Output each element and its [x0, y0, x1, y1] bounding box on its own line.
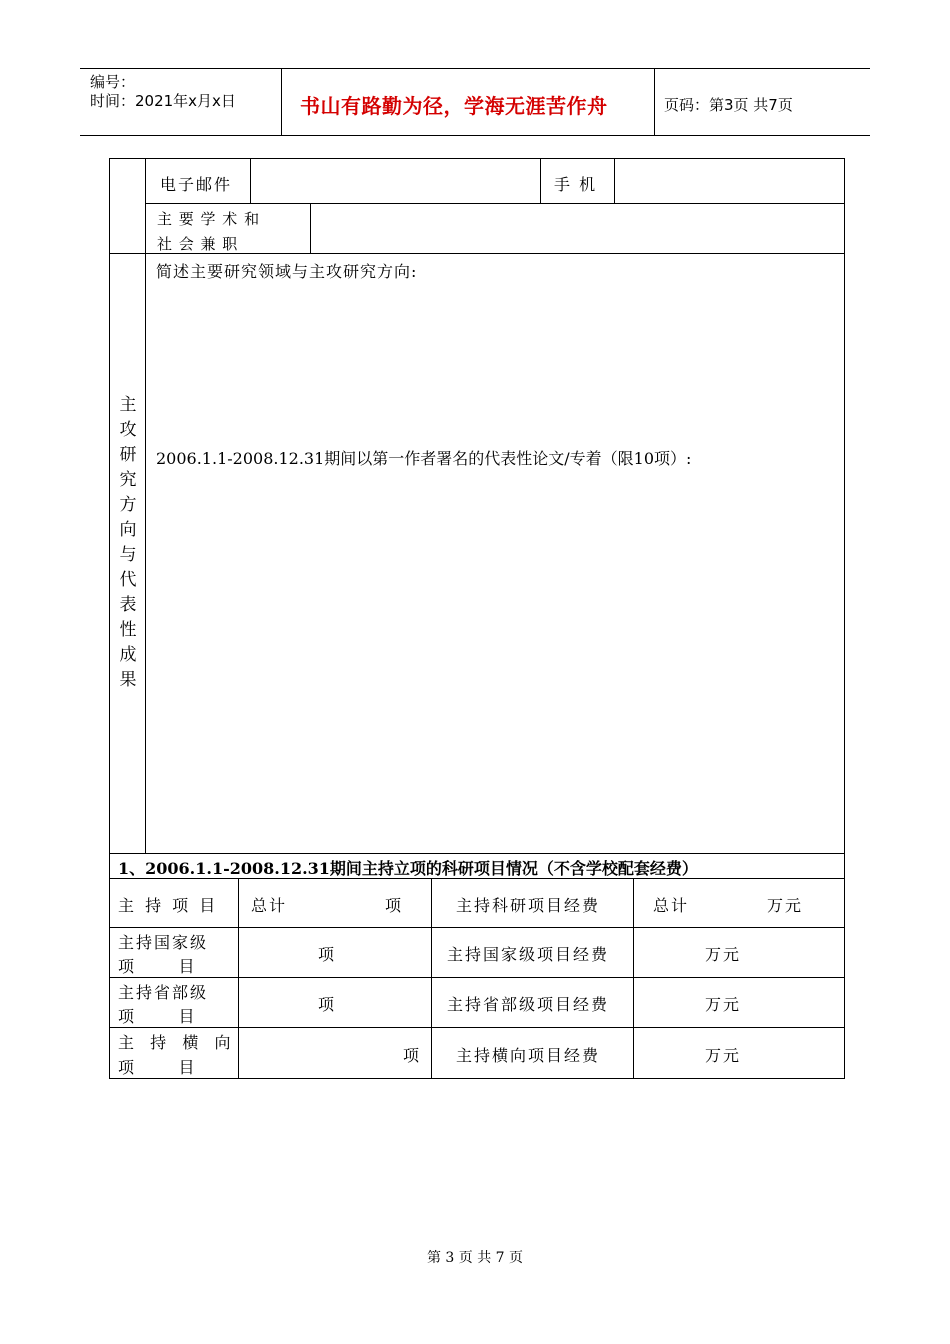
project-fund-unit: 万元 — [705, 1046, 742, 1065]
project-row-label: 主持国家级 — [118, 933, 209, 952]
table-divider — [109, 853, 845, 854]
table-divider — [431, 878, 432, 1078]
project-fund-label: 主持省部级项目经费 — [447, 995, 610, 1014]
table-divider — [145, 203, 845, 204]
page-footer: 第 3 页 共 7 页 — [426, 1250, 524, 1266]
table-divider — [310, 203, 311, 253]
project-row-label: 主 持 项 目 — [118, 896, 219, 915]
research-side-label-char: 攻 — [119, 420, 137, 440]
project-count-unit: 项 — [403, 1046, 422, 1065]
research-side-label — [118, 393, 138, 693]
research-side-label-char: 研 — [119, 445, 137, 465]
research-side-label-char: 与 — [119, 545, 137, 565]
project-count-unit: 项 — [318, 995, 337, 1014]
research-side-label-char: 主 — [119, 395, 137, 415]
table-divider — [109, 977, 845, 978]
project-row-label: 主 持 横 向 — [118, 1033, 233, 1052]
project-row-label: 项 目 — [118, 1007, 197, 1026]
table-border — [109, 158, 845, 159]
research-side-label-char: 性 — [119, 620, 137, 640]
table-border — [844, 158, 845, 1078]
research-side-label-char: 代 — [119, 570, 137, 590]
header-divider — [281, 68, 282, 135]
table-divider — [109, 927, 845, 928]
roles-label-line1: 主 要 学 术 和 — [157, 210, 261, 228]
email-label: 电子邮件 — [160, 175, 233, 194]
header-motto: 书山有路勤为径，学海无涯苦作舟 — [300, 94, 608, 118]
project-row-label: 项 目 — [118, 957, 197, 976]
research-side-label-char: 成 — [119, 645, 137, 665]
project-row-label: 主持省部级 — [118, 983, 209, 1002]
project-fund-unit: 万元 — [767, 896, 804, 915]
header-top-rule — [80, 68, 870, 69]
table-border — [109, 1078, 845, 1079]
table-divider — [238, 878, 239, 1078]
table-divider — [250, 158, 251, 203]
date-line: 时间：2021年x月x日 — [90, 92, 236, 110]
project-fund-unit: 万元 — [705, 995, 742, 1014]
table-divider — [633, 878, 634, 1078]
project-fund-label: 主持横向项目经费 — [456, 1046, 601, 1065]
research-summary-prompt: 简述主要研究领域与主攻研究方向: — [156, 262, 418, 281]
project-count-unit: 项 — [385, 896, 404, 915]
table-divider — [109, 1027, 845, 1028]
research-side-label-char: 表 — [119, 595, 137, 615]
doc-number-label: 编号： — [90, 73, 136, 91]
header-divider — [654, 68, 655, 135]
table-divider — [540, 158, 541, 203]
project-row-label: 项 目 — [118, 1058, 197, 1077]
project-count-unit: 项 — [318, 945, 337, 964]
header-bottom-rule — [80, 135, 870, 136]
research-side-label-char: 向 — [119, 520, 137, 540]
research-side-label-char: 方 — [119, 495, 137, 515]
project-fund-prefix: 总计 — [653, 896, 690, 915]
roles-label-line2: 社 会 兼 职 — [157, 235, 239, 253]
project-count-prefix: 总计 — [251, 896, 288, 915]
header-page-info: 页码：第3页 共7页 — [664, 96, 793, 114]
table-border — [109, 158, 110, 1078]
mobile-label: 手 机 — [554, 175, 598, 194]
project-fund-label: 主持国家级项目经费 — [447, 945, 610, 964]
projects-section-title: 1、2006.1.1-2008.12.31期间主持立项的科研项目情况（不含学校配套经费） — [118, 859, 698, 878]
project-fund-label: 主持科研项目经费 — [456, 896, 601, 915]
research-side-label-char: 究 — [119, 470, 137, 490]
project-fund-unit: 万元 — [705, 945, 742, 964]
research-side-label-char: 果 — [119, 670, 137, 690]
papers-prompt: 2006.1.1-2008.12.31期间以第一作者署名的代表性论文/专着（限10项）: — [156, 449, 692, 468]
table-divider — [145, 158, 146, 853]
table-divider — [614, 158, 615, 203]
